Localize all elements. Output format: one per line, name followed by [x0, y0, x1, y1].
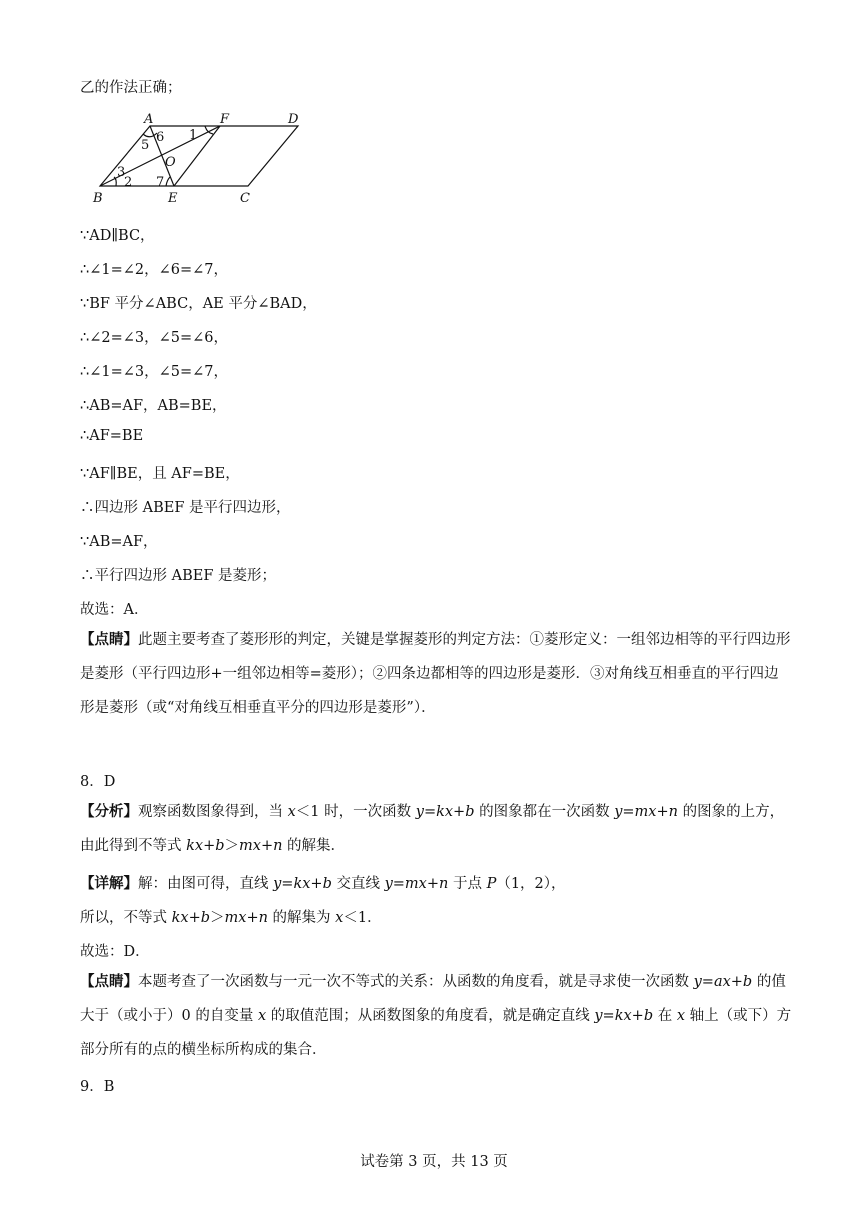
page-footer: 试卷第 3 页，共 13 页	[360, 1154, 508, 1170]
math-run: y=ax+b	[693, 974, 753, 990]
math-run: x	[335, 910, 344, 926]
text-run: ＞	[224, 838, 240, 854]
detail-line	[80, 872, 566, 893]
angle-label-6: 6	[156, 130, 165, 145]
proof-line: ∵AB=AF，	[80, 534, 158, 550]
text-run: 的解集．	[282, 838, 346, 854]
text-run: 的解集为	[267, 910, 336, 926]
text-run: 观察函数图象得到，当	[138, 804, 288, 820]
conclusion-line	[80, 906, 382, 927]
choice-a: 故选：A．	[80, 602, 149, 618]
text-run: 的值大于（或小于）0 的自变量	[80, 974, 786, 1024]
angle-label-3: 3	[117, 165, 126, 180]
math-run: x	[676, 1008, 686, 1024]
text-run: 轴上（或下）方部分所有的点的横坐标所构成的集合．	[80, 1008, 792, 1058]
proof-line: ∴AF=BE	[80, 428, 144, 444]
angle-label-5: 5	[141, 138, 150, 153]
proof-line: ∴∠1=∠3，∠5=∠7，	[80, 364, 229, 380]
choice-d: 故选：D．	[80, 944, 150, 960]
math-run: kx+b	[171, 910, 211, 926]
math-run: y=kx+b	[594, 1008, 654, 1024]
text-run: 交直线	[331, 876, 385, 892]
comment-text: 此题主要考查了菱形形的判定，关键是掌握菱形的判定方法：①菱形定义：一组邻边相等的平行四边形是菱形（平行四边形+一组邻边相等=菱形）；②四条边都相等的四边形是菱形．③对角线互相垂直的平行四边形是菱形（或“对角线互相垂直平分的四边形是菱形”）．	[80, 632, 791, 716]
proof-line: ∴∠1=∠2，∠6=∠7，	[80, 262, 229, 278]
label-a: A	[144, 112, 154, 127]
label-e: E	[168, 191, 178, 206]
math-run: x	[257, 1008, 267, 1024]
angle-label-2: 2	[124, 175, 133, 190]
label-b: B	[93, 191, 103, 206]
angle-arc-e	[166, 177, 170, 186]
label-c: C	[240, 191, 250, 206]
analysis-tag: 【分析】	[80, 803, 138, 820]
text-run: 的取值范围；从函数图象的角度看，就是确定直线	[266, 1008, 595, 1024]
math-run: x	[287, 804, 296, 820]
comment-paragraph-7	[80, 623, 792, 725]
text-run: 的图象的上方，由此得到不等式	[80, 804, 785, 854]
analysis-paragraph	[80, 795, 792, 863]
angle-arc-a	[143, 133, 157, 137]
text-run: （1，2），	[496, 876, 566, 892]
text-run: ＞	[210, 910, 225, 926]
answer-8: 8．D	[80, 774, 116, 790]
text-run: 所以，不等式	[80, 910, 172, 926]
section-heading: 乙的作法正确；	[80, 80, 182, 96]
angle-label-7: 7	[156, 175, 165, 190]
math-run: mx+n	[239, 838, 283, 854]
comment-tag: 【点睛】	[80, 973, 138, 990]
answer-9: 9．B	[80, 1079, 115, 1095]
proof-line: ∵AD∥BC，	[80, 228, 155, 244]
math-run: y=kx+b	[273, 876, 332, 892]
label-f: F	[220, 112, 230, 127]
text-run: 的图象都在一次函数	[474, 804, 615, 820]
label-o: O	[165, 155, 176, 170]
proof-line: ∵BF 平分∠ABC，AE 平分∠BAD，	[80, 296, 317, 312]
text-run: ＜1．	[343, 910, 382, 926]
text-run: 解：由图可得，直线	[138, 876, 274, 892]
math-run: kx+b	[186, 838, 225, 854]
proof-line: ∴四边形 ABEF 是平行四边形，	[80, 500, 291, 516]
math-run: P	[486, 876, 497, 892]
detail-tag: 【详解】	[80, 875, 138, 892]
text-run: ＜1 时，一次函数	[295, 804, 416, 820]
math-run: y=mx+n	[384, 876, 449, 892]
math-run: y=mx+n	[614, 804, 678, 820]
proof-line: ∴AB=AF，AB=BE，	[80, 398, 227, 414]
text-run: 在	[653, 1008, 677, 1024]
text-run: 本题考查了一次函数与一元一次不等式的关系：从函数的角度看，就是寻求使一次函数	[138, 974, 694, 990]
label-d: D	[288, 112, 299, 127]
proof-line: ∵AF∥BE，且 AF=BE，	[80, 466, 240, 482]
proof-line: ∴平行四边形 ABEF 是菱形；	[80, 568, 276, 584]
math-run: y=kx+b	[415, 804, 475, 820]
parallelogram-figure	[88, 106, 318, 206]
angle-label-1: 1	[189, 128, 198, 143]
proof-line: ∴∠2=∠3，∠5=∠6，	[80, 330, 229, 346]
text-run: 于点	[448, 876, 487, 892]
math-run: mx+n	[224, 910, 268, 926]
comment-tag: 【点睛】	[80, 631, 138, 648]
comment-paragraph-8	[80, 965, 792, 1067]
